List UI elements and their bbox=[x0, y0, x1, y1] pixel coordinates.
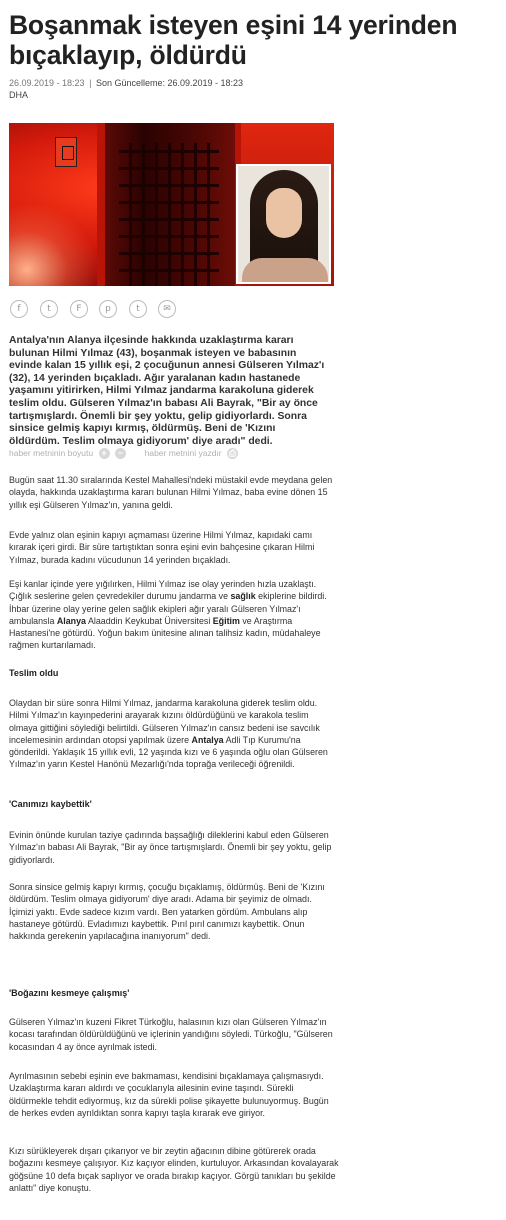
font-size-label: haber metninin boyutu bbox=[9, 448, 94, 458]
paragraph-3-text: ve Araştırma Hastanesi'ne götürdü. Yoğun bakım ünitesine alınan talihsiz kadın, müdahaleye rağmen kurtarılamadı. bbox=[9, 615, 321, 651]
photo-sign bbox=[55, 137, 77, 167]
twitter-share-icon[interactable]: t bbox=[40, 300, 58, 318]
portrait-face bbox=[266, 188, 302, 238]
font-increase-icon[interactable]: + bbox=[99, 448, 110, 459]
paragraph-3-text: Eşi kanlar içinde yere yığılırken, Hilmi Yılmaz ise olay yerinden hızla uzaklaştı. Çığlık seslerine gelen çevredekiler durumu jandarma ve bbox=[9, 579, 317, 602]
victim-portrait bbox=[236, 164, 331, 284]
paragraph-3-text: ekiplerine bildirdi. İhbar üzerine olay yerine gelen sağlık ekipleri ağır yaralı Gülseren Yılmaz'ı ambulansla bbox=[9, 591, 327, 626]
print-label[interactable]: haber metnini yazdır bbox=[144, 448, 222, 458]
paragraph-1: Bugün saat 11.30 sıralarında Kestel Mahallesi'ndeki müstakil evde meydana gelen olayda, hakkında uzaklaştırma kararı bulunan Hilmi Yılmaz, baba evine dönen 15 yıllık eşi Gülseren Yılmaz'ın, yanına geldi. bbox=[9, 475, 333, 510]
article-lead: Antalya'nın Alanya ilçesinde hakkında uzaklaştırma kararı bulunan Hilmi Yılmaz (43), boşanmak isteyen ve babasının evinde kalan 15 yıllık eşi, 2 çocuğunun annesi Gülseren Yılmaz'ı (32), 14 yerinden bıçakladı. Ağır yaralanan kadın hastanede yaşamını yitirirken, Hilmi Yılmaz jandarma karakoluna giderek teslim oldu. Gülseren Yılmaz'ın babası Ali Bayrak, "Bir ay önce tartışmışlardı. Önemli bir şey yoktu, gelip gidiyorlardı. Sonra sinsice gelmiş kapıyı kırmış, öldürmüş. Beni de 'Kızını öldürdüm. Teslim olmaya gidiyorum' diye aradı" dedi. bbox=[9, 335, 325, 447]
keyword-saglik-link[interactable]: sağlık bbox=[230, 591, 256, 602]
update-date: Son Güncelleme: 26.09.2019 - 18:23 bbox=[95, 78, 244, 88]
font-decrease-icon[interactable]: − bbox=[115, 448, 126, 459]
news-source: DHA bbox=[9, 90, 29, 100]
article-headline: Boşanmak isteyen eşini 14 yerinden bıçaklayıp, öldürdü bbox=[9, 10, 458, 70]
paragraph-4-text: Adli Tıp Kurumu'na gönderildi. Yaklaşık 15 yıllık evli, 12 yaşında kızı ve 6 yaşında oğlu olan Gülseren Yılmaz'ın yarın Kestel Hanönü Mezarlığı'nda toprağa verileceği öğrenildi. bbox=[9, 734, 328, 770]
article-meta bbox=[9, 78, 243, 88]
publish-date: 26.09.2019 - 18:23 bbox=[9, 78, 85, 88]
email-share-icon[interactable]: ✉ bbox=[158, 300, 176, 318]
paragraph-9: Kızı sürükleyerek dışarı çıkarıyor ve bir zeytin ağacının dibine götürerek orada boğazını kesmeye çalışıyor. Kız kaçıyor elinden, kurtuluyor. Arkasından kovalayarak göğsüne 10 defa bıçak saplıyor ve orada bırakıp kaçıyor. Görgü tanıkları bu şekilde anlattı" diye konuştu. bbox=[9, 1146, 339, 1193]
subheading-canimizi-kaybettik: 'Canımızı kaybettik' bbox=[9, 799, 92, 809]
paragraph-6: Sonra sinsice gelmiş kapıyı kırmış, çocuğu bıçaklamış, öldürmüş. Beni de 'Kızını öldürdüm. Teslim olmaya gidiyorum' diye aradı. Adama bir şeyimiz de olmadı. İçimizi yaktı. Evde sadece kızım vardı. Ben yatarken gördüm. Ambulans alıp hastaneye götürdü. Evladımızı kaybettik. Pırıl pırıl canımızı kaybettik. Onun hakkında gerekenin yapılacağına inanıyorum" dedi. bbox=[9, 882, 325, 942]
meta-separator: | bbox=[89, 78, 92, 88]
keyword-antalya-link[interactable]: Antalya bbox=[191, 734, 224, 745]
article-tools bbox=[9, 448, 238, 459]
paragraph-8: Ayrılmasının sebebi eşinin eve bakmaması, kendisini bıçaklamaya çalışmasıydı. Uzaklaştırma kararı aldırdı ve çocuklarıyla ailesinin evine taşındı. Sürekli öldürmekle tehdit ediyormuş, kız da sürekli polise şikayette bulunuyormuş. Bugün de herkes evden ayrıldıktan sonra kapıyı taşla kırarak eve giriyor. bbox=[9, 1071, 329, 1118]
paragraph-3-text: Alaaddin Keykubat Üniversitesi bbox=[85, 615, 213, 626]
paragraph-5: Evinin önünde kurulan taziye çadırında başsağlığı dileklerini kabul eden Gülseren Yılmaz'ın babası Ali Bayrak, "Bir ay önce tartışmışlardı. Önemli bir şey yoktu, gelip gidiyorlardı. bbox=[9, 830, 332, 865]
pinterest-share-icon[interactable]: p bbox=[99, 300, 117, 318]
tumblr-share-icon[interactable]: t bbox=[129, 300, 147, 318]
keyword-egitim-link[interactable]: Eğitim bbox=[212, 615, 240, 626]
print-icon[interactable]: ⎙ bbox=[228, 448, 237, 459]
paragraph-4 bbox=[9, 697, 337, 771]
paragraph-2: Evde yalnız olan eşinin kapıyı açmaması üzerine Hilmi Yılmaz, kapıdaki camı kırarak içeri girdi. Bir süre tartıştıktan sonra eşini evin bahçesine çıkaran Hilmi Yılmaz, burada kadını vücudunun 14 yerinden bıçakladı. bbox=[9, 530, 315, 565]
paragraph-7: Gülseren Yılmaz'ın kuzeni Fikret Türkoğlu, halasının kızı olan Gülseren Yılmaz'ın kocası tarafından öldürüldüğünü ve içlerinin yandığını söyledi. Türkoğlu, "Gülseren kocasından 4 ay önce ayrılmak istedi. bbox=[9, 1017, 333, 1052]
subheading-bogazini-kesmeye: 'Boğazını kesmeye çalışmış' bbox=[9, 988, 130, 998]
keyword-alanya-link[interactable]: Alanya bbox=[56, 615, 86, 626]
photo-light-glow bbox=[9, 203, 99, 286]
facebook-share-icon[interactable]: f bbox=[10, 300, 28, 318]
photo-iron-grate bbox=[119, 143, 219, 286]
subheading-teslim-oldu: Teslim oldu bbox=[9, 668, 59, 678]
flipboard-share-icon[interactable]: F bbox=[70, 300, 88, 318]
paragraph-4-text: Olaydan bir süre sonra Hilmi Yılmaz, jandarma karakoluna giderek teslim oldu. Hilmi Yılmaz'ın kayınpederini arayarak kızını öldürdüğünü ve karakola teslim olmaya gittiğini söylediği belirtildi. Gülseren Yılmaz'ın cansız bedeni ise savcılık incelemesinin ardından otopsi yapılmak üzere bbox=[9, 698, 320, 745]
paragraph-3 bbox=[9, 578, 333, 652]
portrait-shirt bbox=[242, 258, 328, 284]
